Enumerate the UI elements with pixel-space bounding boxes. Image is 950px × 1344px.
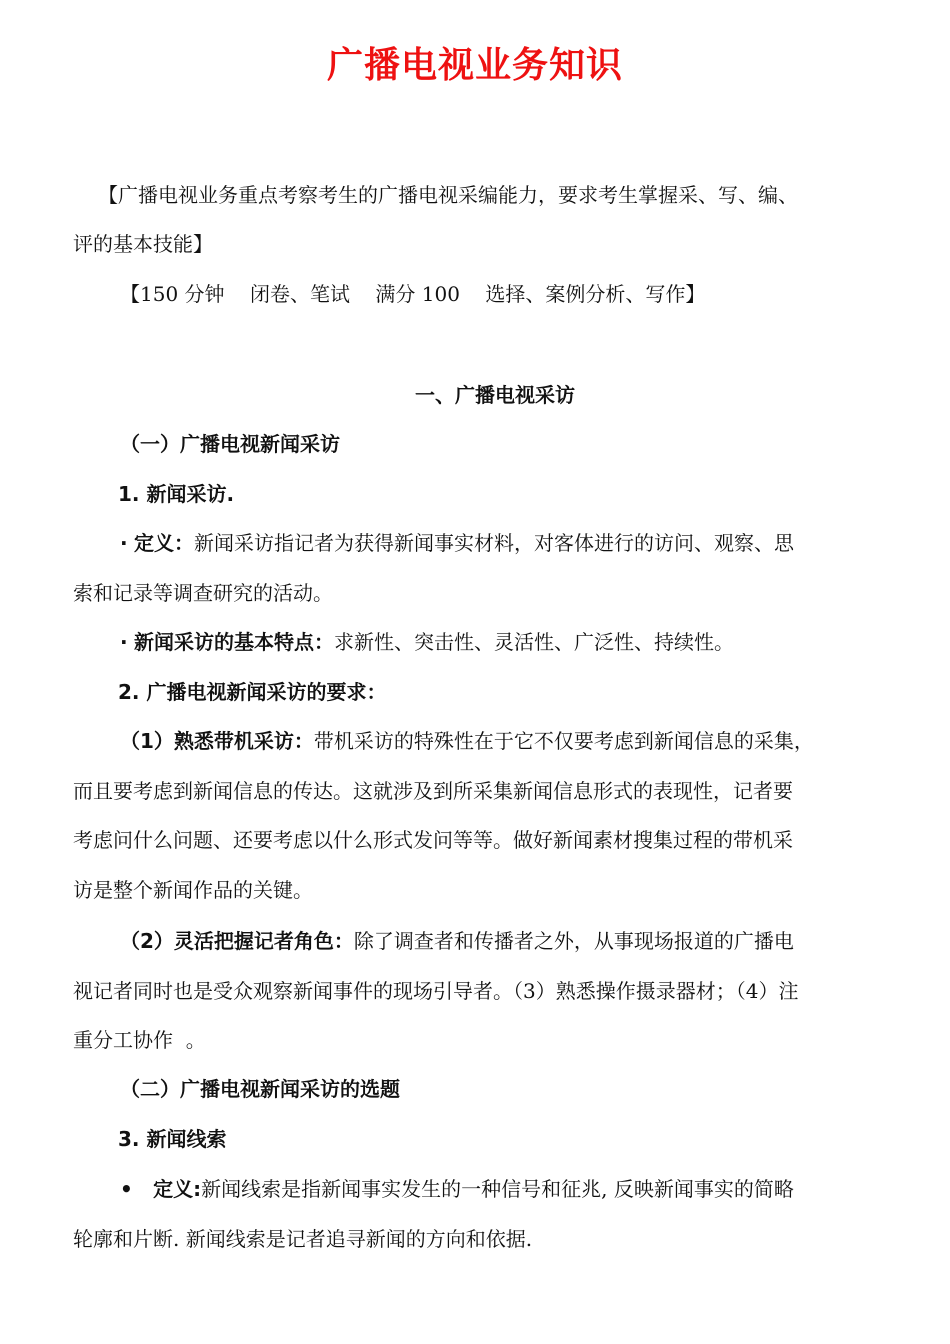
document-title: 广播电视业务知识 (326, 45, 623, 86)
requirement-1-line-4: 访是整个新闻作品的关键。 (73, 878, 313, 902)
requirement-2 (120, 926, 950, 956)
requirement-1-label: （1）熟悉带机采访： (120, 729, 314, 753)
definition-label: 定义： (133, 531, 194, 555)
requirement-1 (120, 726, 950, 756)
requirement-2-label: （2）灵活把握记者角色： (120, 929, 354, 953)
definition-1 (120, 528, 950, 558)
requirement-2-line-2: 视记者同时也是受众观察新闻事件的现场引导者。（3）熟悉操作摄录器材；（4）注 (73, 979, 799, 1003)
subsection-1-heading: （一）广播电视新闻采访 (120, 432, 340, 456)
exam-info: 【150 分钟 闭卷、笔试 满分 100 选择、案例分析、写作】 (120, 282, 706, 306)
requirement-2-line-3: 重分工协作 。 (73, 1028, 206, 1052)
bullet-dot: • (120, 1177, 133, 1201)
definition-3-line-2: 轮廓和片断. 新闻线索是记者追寻新闻的方向和依据. (73, 1227, 533, 1251)
definition-3 (120, 1174, 950, 1204)
definition-3-text: 新闻线索是指新闻事实发生的一种信号和征兆, 反映新闻事实的简略 (201, 1177, 794, 1201)
requirement-1-line-3: 考虑问什么问题、还要考虑以什么形式发问等等。做好新闻素材搜集过程的带机采 (73, 828, 793, 852)
section-1-heading: 一、广播电视采访 (415, 383, 575, 407)
features-text: 求新性、突击性、灵活性、广泛性、持续性。 (333, 630, 734, 654)
subsection-2-heading: （二）广播电视新闻采访的选题 (120, 1077, 400, 1101)
bullet-dot: · (120, 630, 128, 654)
definition-3-label: 定义: (153, 1177, 202, 1201)
item-3-heading: 3. 新闻线索 (118, 1127, 227, 1151)
requirement-2-text: 除了调查者和传播者之外，从事现场报道的广播电 (353, 929, 794, 953)
definition-1-line-2: 索和记录等调查研究的活动。 (73, 581, 333, 605)
item-1-heading: 1. 新闻采访. (118, 482, 235, 506)
intro-line-1: 【广播电视业务重点考察考生的广播电视采编能力，要求考生掌握采、写、编、 (98, 183, 798, 207)
item-2-heading: 2. 广播电视新闻采访的要求： (118, 680, 387, 704)
bullet-dot: · (120, 531, 128, 555)
requirement-1-line-2: 而且要考虑到新闻信息的传达。这就涉及到所采集新闻信息形式的表现性，记者要 (73, 779, 793, 803)
features-label: 新闻采访的基本特点： (133, 630, 334, 654)
definition-text: 新闻采访指记者为获得新闻事实材料，对客体进行的访问、观察、思 (193, 531, 794, 555)
features (120, 627, 950, 657)
requirement-1-text: 带机采访的特殊性在于它不仅要考虑到新闻信息的采集， (313, 729, 814, 753)
intro-line-2: 评的基本技能】 (73, 232, 213, 256)
